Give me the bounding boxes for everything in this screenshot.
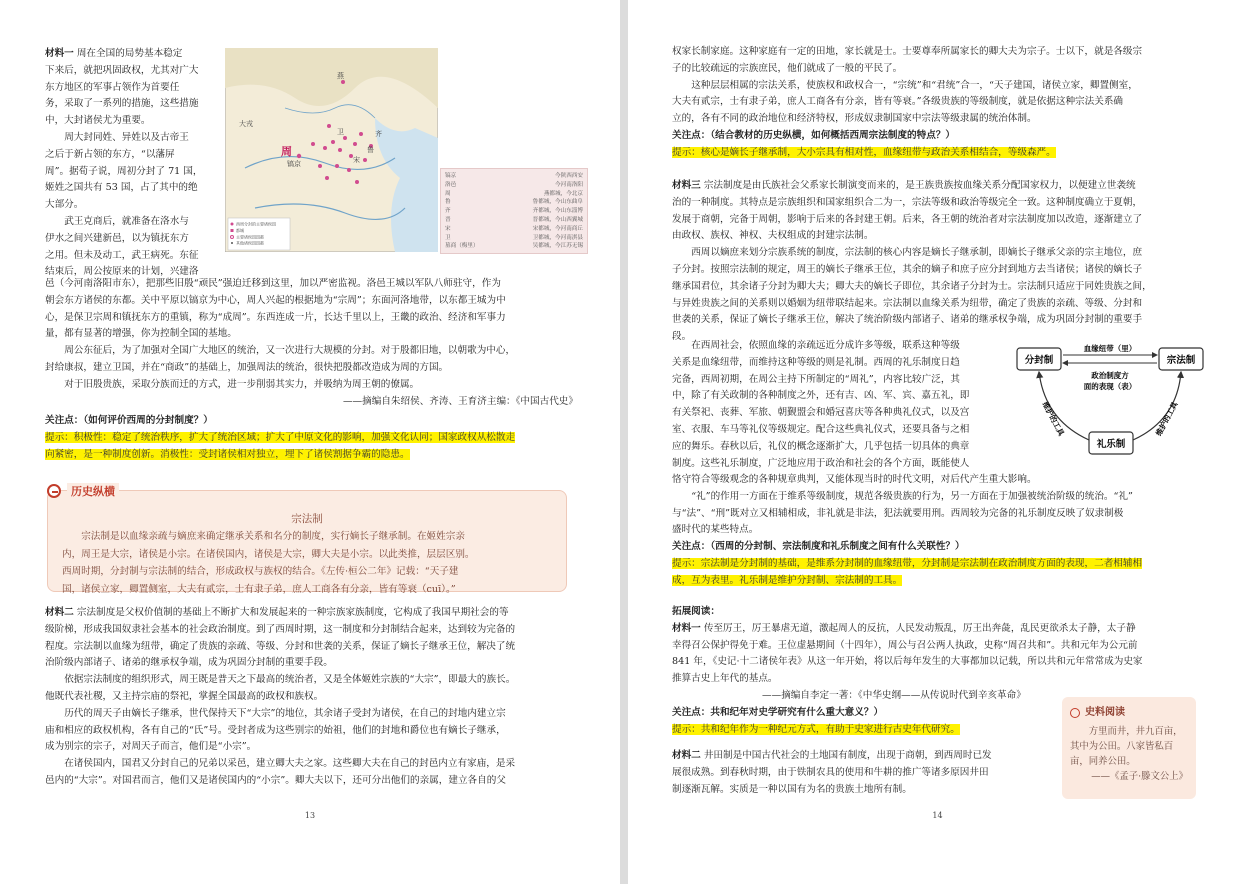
line: 关系是血缘纽带，而维持这种等级的则是礼制。西周的礼乐制度日趋 xyxy=(672,356,960,368)
system-relationship-diagram xyxy=(1015,340,1207,462)
hint-highlight: 提示：共和纪年作为一种纪元方式，有助于史家进行古史年代研究。 xyxy=(672,723,960,735)
line: 心，是保卫宗周和镇抚东方的重镇，称为“成周”。东西连成一片，长达千里以上，王畿的政治、经济和军事力 xyxy=(45,311,506,323)
line: 制逐渐瓦解。实质是一种以国有为名的贵族土地所有制。 xyxy=(672,783,912,795)
line: 对于旧殷贵族，采取分族而迁的方式，进一步削弱其实力，并吸纳为周王朝的僚属。 xyxy=(64,378,420,390)
node-fengjian: 分封制 xyxy=(1024,355,1054,366)
material-3-body xyxy=(672,178,1207,346)
legend-row: 鲁 鲁都城，今山东曲阜 xyxy=(445,199,583,206)
legend-row: 卫 卫都城，今河南淇县 xyxy=(445,234,583,241)
line: 子分封。按照宗法制的规定，周王的嫡长子继承王位，其余的嫡子和庶子应分封到地方去当诸侯；诸侯的嫡长子 xyxy=(672,263,1143,275)
ext-material-1-label: 材料一 xyxy=(672,622,701,634)
hint-highlight: 向紧密，是一种制度创新。消极性：受封诸侯相对独立，埋下了诸侯割据争霸的隐患。 xyxy=(45,448,410,460)
extended-reading-heading: 拓展阅读： xyxy=(672,606,720,617)
map-label: 大戎 xyxy=(239,120,253,128)
legend-row: 周 燕都城，今北京 xyxy=(445,190,583,197)
line: 国，诸侯立家，卿置侧室，大夫有贰宗，士有隶子弟，庶人工商各有分亲，皆有等衰（cuī）。” xyxy=(62,583,456,595)
map-legend-text: 西周分封的主要诸侯国 xyxy=(236,221,276,227)
line: 发展于商朝，完备于周朝，影响于后来的各封建王朝。后来，各王朝的统治者对宗法制度加以改造，逐渐建立了 xyxy=(672,213,1143,225)
legend-row: 晋 晋都城，今山西翼城 xyxy=(445,216,583,223)
line: 幸得召公保护得免于难。王位虚悬期间（十四年），周公与召公两人执政，史称“周召共和”。共和元年为公元前 xyxy=(672,639,1138,651)
node-liyue: 礼乐制 xyxy=(1096,439,1126,450)
history-box-title: 宗法制 xyxy=(291,513,323,525)
line: 姬姓之国共有 53 国，占了其中的绝 xyxy=(45,182,198,194)
ext-material-2-label: 材料二 xyxy=(672,750,701,761)
line: 他既代表社稷，又主持宗庙的祭祀，掌握全国最高的政权和族权。 xyxy=(45,690,324,702)
line: 中，大封诸侯尤为重要。 xyxy=(45,115,151,127)
line: 周在全国的局势基本稳定 xyxy=(76,48,183,59)
line: 之后于新占领的东方，“以藩屏 xyxy=(45,148,175,160)
line: 下来后，就把巩固政权，尤其对广大 xyxy=(45,64,199,76)
line: 在诸侯国内，国君又分封自己的兄弟以采邑，建立卿大夫之家。这些卿大夫在自己的封邑内立有家庙，是采 xyxy=(64,758,516,770)
line: 传至厉王，厉王暴虐无道，激起周人的反抗，人民发动叛乱，厉王出奔彘，乱民更欲杀太子静，太子静 xyxy=(703,622,1136,634)
line: 量，都有显著的增强，你为控制全国的基地。 xyxy=(45,328,237,340)
line: 治的一种制度。其特点是宗族组织和国家组织合二为一，宗法等级和政治等级完全一致。这种制度确立于夏朝， xyxy=(672,196,1143,208)
line: 邑内的“大宗”。对国君而言，他们又是诸侯国内的“小宗”。卿大夫以下，还可分出他们的亲属，建立各自的父 xyxy=(45,774,506,786)
hint-highlight: 成，互为表里。礼乐制是维护分封制、宗法制的工具。 xyxy=(672,574,903,586)
line: 成为别宗的宗子，对周天子而言，他们是“小宗”。 xyxy=(45,741,257,753)
map-legend xyxy=(440,168,588,254)
line: “礼”的作用一方面在于维系等级制度，规范各级贵族的行为，另一方面在于加强被统治阶级的统治。“礼” xyxy=(691,490,1133,502)
ext-material-2 xyxy=(672,748,1044,798)
line: 推算古史上年代的基点。 xyxy=(672,673,778,685)
history-tab-label: 历史纵横 xyxy=(67,483,119,499)
line: 段。 xyxy=(672,331,692,343)
map-legend-text: 其他诸侯国国都 xyxy=(236,240,264,246)
line: 由政权、族权、神权、夫权组成的封建宗法制。 xyxy=(672,230,874,242)
page-right xyxy=(628,0,1247,884)
line: 西周以嫡庶来划分宗族系统的制度，宗法制的核心内容是嫡长子继承制，即嫡长子继承父亲的宗主地位，庶 xyxy=(691,247,1143,259)
source-citation: ——摘编自朱绍侯、齐涛、王育济主编：《中国古代史》 xyxy=(342,395,578,407)
line: 井田制是中国古代社会的土地国有制度，出现于商朝，到西周时已发 xyxy=(703,750,992,761)
line: 这种层层相属的宗法关系，使族权和政权合一，“宗统”和“君统”合一，“天子建国，诸侯立家，卿置侧室， xyxy=(691,79,1138,91)
page-number: 14 xyxy=(932,811,943,820)
line: 结束后，周公按原来的计划，兴建洛 xyxy=(45,266,199,278)
line: 周”。据荀子说，周初分封了 71 国， xyxy=(45,165,203,177)
line: 室、衣服、车马等礼仪等级规定。配合这些典礼仪式，还要具备与之相 xyxy=(672,423,970,435)
legend-row: 墓商（梅里） 吴都城，今江苏无锡 xyxy=(445,243,583,250)
line: 与异姓贵族之间的关系则以婚姻为纽带联结起来。宗法制以血缘关系为纽带，确定了贵族的亲疏、等级、分封和 xyxy=(672,297,1143,309)
line: 大夫有贰宗，士有隶子弟，庶人工商各有分亲，皆有等衰。”各级贵族的等级制度，就是依据这种宗法关系确 xyxy=(672,96,1124,108)
line: 应的舞乐。春秋以后，礼仪的概念逐渐扩大，几乎包括一切具体的典章 xyxy=(672,440,970,452)
focus-question: 关注点：（西周的分封制、宗法制度和礼乐制度之间有什么关联性？） xyxy=(672,541,965,553)
line: 程度。宗法制以血缘为纽带，确定了贵族的亲疏、等级、分封和世袭的关系，保证了嫡长子继承王位，解决了统 xyxy=(45,640,516,652)
map-label: 宋 xyxy=(353,156,360,164)
line: 亩，同养公田。 xyxy=(1070,756,1136,767)
line: 恪守符合等级观念的各种规章典判，又能体现当时的时代文明，对后代产生重大影响。 xyxy=(672,474,1037,485)
center-label-1: 政治制度方 xyxy=(1091,371,1129,380)
line: 子的比较疏远的宗族庶民，他们就成了一般的平民了。 xyxy=(672,62,903,74)
line: 务，采取了一系列的措施，这些措施 xyxy=(45,98,199,110)
arrow-label-top: 血缘纽带（里） xyxy=(1083,344,1137,353)
line: 继承国君位，其余诸子分封为卿大夫；卿大夫的嫡长子即位，其余诸子分封为士。宗法制只适应于同姓贵族之间， xyxy=(672,280,1152,292)
line: 朝会东方诸侯的东都。关中平原以镐京为中心，周人兴起的根据地为“宗周”；东面河洛地带，以东都王城为中 xyxy=(45,294,506,306)
map-legend-text: 都城 xyxy=(236,228,244,233)
line: 宗法制是以血缘亲疏与嫡庶来确定继承关系和名分的制度，实行嫡长子继承制。在姬姓宗亲 xyxy=(81,531,465,542)
material-3-end xyxy=(672,472,1207,590)
material-1-label: 材料一 xyxy=(45,48,74,59)
map-label: 燕 xyxy=(337,72,344,80)
material-3-narrow xyxy=(672,338,1017,472)
line: 宗法制度是由氏族社会父系家长制演变而来的，是王族贵族按血缘关系分配国家权力，以便建立世袭统 xyxy=(703,180,1136,191)
line: 宗法制度是父权价值制的基础上不断扩大和发展起来的一种宗族家族制度，它构成了我国早期社会的等 xyxy=(76,607,509,618)
focus-4 xyxy=(672,705,1032,739)
material-1-body xyxy=(45,276,578,464)
line: 展很成熟。到春秋时期，由于铁制农具的使用和牛耕的推广等诸多原因井田 xyxy=(672,766,989,778)
map-legend-text: 主要诸侯国国都 xyxy=(236,234,264,240)
line: 841 年，《史记·十二诸侯年表》从这一年开始，将以后每年发生的大事都加以记载，所以共和元年常常成为史家 xyxy=(672,656,1143,668)
edge-label-right: 维护的工具 xyxy=(1154,400,1180,438)
extended-reading xyxy=(672,604,1207,705)
line: 历代的周天子由嫡长子继承，世代保持天下“大宗”的地位，其余诸子受封为诸侯，在自己的封地内建立宗 xyxy=(64,707,506,719)
line: 世袭的关系，保证了嫡长子继承王位，解决了统治阶级内部诸子、诸弟的继承权争端，成为巩固分封制的重要手 xyxy=(672,314,1143,326)
line: 与“法”、“刑”既对立又相辅相成，非礼就是非法，犯法就要用刑。西周较为完备的礼乐制度反映了奴隶制极 xyxy=(672,507,1124,519)
history-sidebar-box xyxy=(47,490,567,595)
line: 立的，各有不同的政治地位和经济特权，形成奴隶制国家中宗法等级隶属的统治体制。 xyxy=(672,113,1037,125)
line: 之用。但未及动工，武王病死。东征 xyxy=(45,249,199,261)
map-label: 齐 xyxy=(375,130,382,138)
material-2-body xyxy=(45,605,578,790)
line: 其中为公田。八家皆私百 xyxy=(1070,741,1174,752)
line: 在西周社会，依照血缘的亲疏远近分成许多等级，联系这种等级 xyxy=(691,340,960,351)
line: 治阶级内部诸子、诸弟的继承权争端，成为巩固分封制的重要手段。 xyxy=(45,657,333,669)
right-top-body xyxy=(672,44,1207,162)
line: 周公东征后，为了加强对全国广大地区的统治，又一次进行大规模的分封。对于殷都旧地，以朝歌为中心， xyxy=(64,345,516,357)
legend-row: 齐 齐都城，今山东淄博 xyxy=(445,208,583,215)
line: 完备，西周初期，在周公主持下所制定的“周礼”，内容比较广泛，其 xyxy=(672,373,961,385)
edge-label-left: 维护的工具 xyxy=(1040,400,1066,438)
line: 方里而井，井九百亩， xyxy=(1088,726,1183,737)
node-zongfa: 宗法制 xyxy=(1166,355,1196,366)
line: 依据宗法制度的组织形式，周王既是普天之下最高的统治者，又是全体姬姓宗族的“大宗”，即最大的族长。 xyxy=(64,674,516,686)
hint-highlight: 提示：宗法制是分封制的基础，是维系分封制的血缘纽带，分封制是宗法制在政治制度方面的表现，二者相辅相 xyxy=(672,557,1143,569)
source-citation: ——摘编自李定一著：《中华史纲——从传说时代到辛亥革命》 xyxy=(762,689,1026,701)
material-1-intro xyxy=(45,46,215,281)
line: 周大封同姓、异姓以及古帝王 xyxy=(64,131,189,143)
focus-question: 关注点：共和纪年对史学研究有什么重大意义？） xyxy=(672,707,884,718)
western-zhou-map xyxy=(225,48,438,252)
focus-question: 关注点：（结合教材的历史纵横，如何概括西周宗法制度的特点？） xyxy=(672,129,956,141)
line: 武王克商后，就准备在洛水与 xyxy=(64,215,189,227)
center-label-2: 面的表现（表） xyxy=(1083,382,1137,391)
line: 中，除了有关政制的各种制度之外，还有吉、凶、军、宾、嘉五礼，即 xyxy=(672,390,970,402)
page-number: 13 xyxy=(304,811,316,820)
hint-highlight: 提示：核心是嫡长子继承制，大小宗具有相对性，血缘纽带与政治关系相结合，等级森严。 xyxy=(672,146,1056,158)
material-3-label: 材料三 xyxy=(672,180,701,191)
scroll-icon xyxy=(47,484,61,498)
hint-highlight: 提示：积极性：稳定了统治秩序，扩大了统治区域；扩大了中原文化的影响，加强文化认同；国家政权从松散走 xyxy=(45,432,516,444)
reading-icon xyxy=(1070,708,1080,718)
line: 权家长制家庭。这种家庭有一定的田地，家长就是士。士要尊奉所属家长的卿大夫为宗子。士以下，就是各级宗 xyxy=(672,46,1143,57)
map-label: 鲁 xyxy=(367,146,374,154)
line: 内，周王是大宗，诸侯是小宗。在诸侯国内，诸侯是大宗，卿大夫是小宗。以此类推，层层区别。 xyxy=(62,548,475,560)
legend-row: 宋 宋都城，今河南商丘 xyxy=(445,225,583,232)
line: 东方地区的军事占领作为首要任 xyxy=(45,81,180,93)
history-tab xyxy=(47,482,157,500)
line: 大部分。 xyxy=(45,199,84,211)
line: 制度。这些礼乐制度，广泛地应用于政治和社会的各个方面，既能使人 xyxy=(672,457,970,469)
map-label: 周 xyxy=(281,145,292,158)
map-label: 卫 xyxy=(337,128,344,136)
focus-question: 关注点：（如何评价西周的分封制度？） xyxy=(45,415,213,427)
page-left xyxy=(0,0,620,884)
source-reading-box xyxy=(1062,697,1196,799)
reading-title: 史料阅读 xyxy=(1085,707,1125,718)
line: 盛时代的某些特点。 xyxy=(672,524,759,536)
line: 有关祭祀、丧葬、军旅、朝觐盟会和婚冠喜庆等各种典礼仪式，以及宫 xyxy=(672,407,970,419)
line: 庙和相应的政权机构，各有自己的“氏”号。受封者成为这些别宗的始祖，他们的封地和爵位也有嫡长子继承， xyxy=(45,724,506,736)
legend-row: 镐京 今陕西西安 xyxy=(445,173,583,179)
line: 级阶梯，形成我国奴隶社会基本的社会政治制度。到了西周时期，这一制度和分封制结合起来，达到较为完备的 xyxy=(45,623,516,635)
line: 西周时期，分封制与宗法制的结合，形成政权与族权的结合。《左传·桓公二年》记载：“天子建 xyxy=(62,566,459,577)
material-2-label: 材料二 xyxy=(45,607,74,618)
line: 邑（今河南洛阳市东），把那些旧殷“顽民”强迫迁移到这里，加以严密监视。洛邑王城以军队八师驻守，作为 xyxy=(45,278,501,289)
legend-row: 洛邑 今河南洛阳 xyxy=(445,181,583,188)
line: 伊水之间兴建新邑，以为镇抚东方 xyxy=(45,232,189,244)
map-label: 镐京 xyxy=(287,160,301,168)
reading-source: ——《孟子·滕文公上》 xyxy=(1091,771,1188,782)
line: 封给康叔，建立卫国，并在“商政”的基础上，加强周法的统治，很快把殷都改造成为周的方国。 xyxy=(45,361,449,373)
